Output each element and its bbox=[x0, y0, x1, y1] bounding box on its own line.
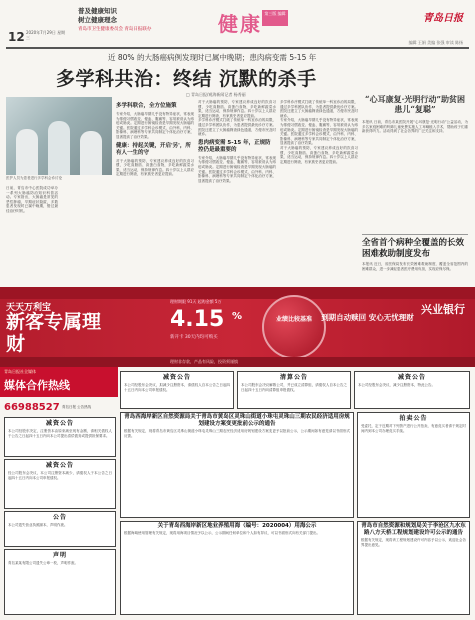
notice-title: 减资公告 bbox=[45, 462, 74, 469]
photo-caption: 医护人员为患者进行多学科会诊讨论 bbox=[6, 176, 62, 180]
media-title: 媒体合作热线 bbox=[4, 379, 70, 392]
media-small: 青岛日报社全媒体 bbox=[4, 369, 36, 374]
notice-box bbox=[354, 371, 470, 409]
ad-emblem-text: 业绩比较基准 bbox=[275, 316, 312, 323]
photo-figure bbox=[48, 121, 70, 175]
right-second-text: 本报讯 近日，省医保局发布长效困难救助制度，覆盖全省范围内的困难群众，进一步减轻患者医疗费用负担，实现应保尽保。 bbox=[362, 262, 468, 271]
lead-column-2 bbox=[198, 100, 276, 183]
ad-disclaimer: 理财非存款，产品有风险，投资须谨慎 bbox=[0, 357, 475, 367]
planning-notice bbox=[120, 412, 354, 518]
notice-box bbox=[4, 459, 116, 509]
notice-box bbox=[237, 371, 351, 409]
ad-product-name: 天天万利宝 bbox=[6, 303, 52, 313]
ad-rate: 4.15 bbox=[170, 307, 225, 332]
article-text: 多学科诊疗模式打破了传统单一科室诊治的局限，通过多学科团队协作，为患者提供最优诊疗方案。医院还建立了大肠癌筛查绿色通道，方便市民及时就诊。 bbox=[280, 100, 358, 118]
ad-stripe bbox=[0, 287, 475, 299]
notice-title: 公告 bbox=[52, 514, 67, 521]
notice-title: 减资公告 bbox=[397, 374, 426, 381]
notice-text: 青岛某某有限公司遗失公章一枚，声明作废。 bbox=[8, 561, 78, 565]
article-text: 对于大肠癌的预防，专家建议养成良好的饮食习惯，少吃高脂肪、高蛋白食物，多吃新鲜蔬菜水果，适当运动，保持规律作息。四十岁以上人群应定期进行筛查，有家族史者更应提前。 bbox=[280, 145, 358, 164]
ad-rate-percent: % bbox=[232, 311, 243, 322]
lead-byline: □ 青岛日报/观海新闻记者 杨秀丽 bbox=[186, 92, 246, 97]
bridge-notice bbox=[357, 521, 470, 615]
notice-title: 声明 bbox=[52, 552, 67, 559]
photo-figure bbox=[80, 131, 102, 175]
notice-text: 根据有关规定，现将青岛市黄岛区灵珠山街道小珠屯灵珠山三期农民经济适用房规划建设方案变更予以批前公示，公示期间如有意见请以书面形式反馈。 bbox=[124, 429, 350, 438]
divider bbox=[362, 234, 468, 235]
editor-line: 编辑 王娟 美编 张强 审读 陈扬 bbox=[408, 40, 463, 45]
right-feature-headline: “心耳康复·光明行动”助贫困患儿“复聪” bbox=[365, 94, 465, 114]
article-text: 专家介绍，大肠癌早期几乎没有特异症状，常表现为排便习惯改变、便血、腹痛等，容易被误认为痔疮或肠炎。定期进行肠镜检查是早期发现大肠癌的关键。医院通过多学科会诊模式，由外科、内科、影像科、病理科等专家共同制定个体化治疗方案，显著提高了治疗效果。 bbox=[198, 155, 276, 183]
hotline-number: 66988527 bbox=[4, 402, 60, 413]
header-slogan bbox=[78, 7, 117, 25]
notice-title: 减资公告 bbox=[162, 374, 191, 381]
lead-intro-text: 日前，青岛市中心医院成功举办一系列大肠癌防治知识科普活动。专家指出，大肠癌是常见的恶性肿瘤，早期症状隐匿，多数患者发现时已属中晚期，错过最佳治疗时机。 bbox=[6, 186, 58, 213]
column-subhead: 健康：持起关键，开启'另'，所有人一生的守 bbox=[116, 142, 191, 156]
hotline-label: 青岛日报 公告热线 bbox=[62, 405, 92, 409]
lead-column-3 bbox=[280, 100, 358, 164]
article-text: 对于大肠癌的预防，专家建议养成良好的饮食习惯，少吃高脂肪、高蛋白食物，多吃新鲜蔬菜水果，适当运动，保持规律作息。四十岁以上人群应定期进行筛查，有家族史者更应提前。 bbox=[116, 158, 194, 177]
notice-box bbox=[4, 417, 116, 457]
right-feature-text: 本报讯 日前，青岛市某医院开展“心耳康复·光明行动”公益活动，为多名家庭困难的听障儿童免费实施人工耳蜗植入手术，帮助孩子们重新获得听力。活动得到了社会各界的广泛关注和支持。 bbox=[362, 120, 468, 134]
page-number: 12 bbox=[8, 30, 25, 44]
bank-advertisement[interactable] bbox=[0, 287, 475, 367]
column-subhead: 患肉病变需 5-15 年，正规防控仍是最重要的 bbox=[198, 139, 271, 153]
notice-text: 受委托，定于近期对下列资产进行公开拍卖，有意竞买者请于规定时间内到本公司办理竞买手续。 bbox=[361, 424, 466, 433]
notice-title: 减资公告 bbox=[45, 420, 74, 427]
ad-terms: 理财期限 91天 起购金额 5万 bbox=[170, 299, 222, 304]
photo-figure bbox=[16, 129, 38, 175]
notice-title: 拍卖公告 bbox=[399, 415, 428, 422]
notice-title: 关于青岛西海岸新区地业养殖用海（编号：2020004）用海公示 bbox=[157, 523, 317, 529]
notice-text: 本公司经股东会决议，减少注册资本，特此公告。 bbox=[358, 383, 435, 387]
ad-headline: 新客专属理财 bbox=[6, 311, 102, 355]
slogan-line-2: 树立健康理念 bbox=[78, 16, 117, 24]
notice-box bbox=[4, 549, 116, 615]
notice-title: 清算公告 bbox=[279, 374, 308, 381]
header-rule bbox=[6, 47, 469, 49]
column-subhead: 多学科联合，全方位施策 bbox=[116, 103, 177, 109]
ad-tagline: 到期自动赎回 安心无忧理财 bbox=[321, 313, 414, 322]
notice-text: 本公司遗失营业执照副本，声明作废。 bbox=[8, 523, 68, 527]
lead-headline: 多学科共治：终结 沉默的杀手 bbox=[56, 68, 317, 90]
notice-text: 经公司股东会决议，本公司注册资本减少，请债权人于本公告之日起四十五日内向本公司申报债权。 bbox=[8, 471, 112, 480]
lead-column-1 bbox=[116, 100, 194, 177]
lead-photo bbox=[6, 97, 112, 175]
article-text: 对于大肠癌的预防，专家建议养成良好的饮食习惯，少吃高脂肪、高蛋白食物，多吃新鲜蔬菜水果，适当运动，保持规律作息。四十岁以上人群应定期进行筛查，有家族史者更应提前。 bbox=[198, 100, 276, 118]
notice-text: 本公司股东会决议解散公司，并已成立清算组，请债权人自本公告之日起四十五日内向清算组申报债权。 bbox=[241, 383, 347, 392]
section-title: 健康 bbox=[218, 12, 262, 36]
newspaper-logo: 青岛日报 bbox=[423, 13, 463, 24]
page-date: 2020年7月29日 星期三 bbox=[26, 30, 66, 40]
ad-offer-note: 新开卡 30天内均可购买 bbox=[170, 335, 218, 340]
notice-title: 青岛市自然资源和规划局关于李沧区九水东路八方天桥工程规划建设许可公示的通告 bbox=[361, 523, 466, 536]
ad-emblem bbox=[262, 295, 326, 359]
section-badge: 第三版 编辑 bbox=[262, 10, 288, 26]
article-text: 多学科诊疗模式打破了传统单一科室诊治的局限，通过多学科团队协作，为患者提供最优诊疗方案。医院还建立了大肠癌筛查绿色通道，方便市民及时就诊。 bbox=[198, 118, 276, 137]
media-hotline-banner bbox=[0, 367, 118, 397]
notice-box bbox=[120, 371, 234, 409]
notice-box bbox=[4, 511, 116, 547]
header-sponsor: 青岛市卫生健康委员会 青岛日报联办 bbox=[78, 27, 152, 32]
notice-text: 本公司经股东会决议，拟减少注册资本，请债权人自本公告之日起四十五日内向本公司申报债权。 bbox=[124, 383, 230, 392]
auction-notice bbox=[357, 412, 470, 518]
sea-use-notice bbox=[120, 521, 354, 615]
notice-title: 青岛西海岸新区自然资源局关于青岛市黄岛区灵珠山街道小珠屯灵珠山三期农民经济适用房规划建设方案变更批前公示的通告 bbox=[124, 414, 350, 427]
slogan-line-1: 普及健康知识 bbox=[78, 7, 117, 15]
article-text: 专家介绍，大肠癌早期几乎没有特异症状，常表现为排便习惯改变、便血、腹痛等，容易被误认为痔疮或肠炎。定期进行肠镜检查是早期发现大肠癌的关键。医院通过多学科会诊模式，由外科、内科、影像科、病理科等专家共同制定个体化治疗方案，显著提高了治疗效果。 bbox=[116, 112, 194, 139]
right-second-headline: 全省首个病种全覆盖的长效困难救助制度发布 bbox=[362, 238, 465, 259]
article-text: 专家介绍，大肠癌早期几乎没有特异症状，常表现为排便习惯改变、便血、腹痛等，容易被误认为痔疮或肠炎。定期进行肠镜检查是早期发现大肠癌的关键。医院通过多学科会诊模式，由外科、内科、影像科、病理科等专家共同制定个体化治疗方案，显著提高了治疗效果。 bbox=[280, 118, 358, 146]
lead-subtitle: 近 80% 的大肠癌病例发现时已属中晚期；患肉病变需 5-15 年 bbox=[108, 53, 317, 62]
notice-text: 根据有关规定，现将该工程规划建设许可内容予以公示，欢迎社会各界提出意见。 bbox=[361, 538, 466, 547]
bank-logo: 兴业银行 bbox=[421, 303, 465, 316]
notice-text: 本公司经股东决定，注册资本由原来减至现有金额，请相关债权人于公告之日起四十五日内向本公司提出清偿债务或提供担保要求。 bbox=[8, 429, 112, 438]
page-header bbox=[0, 0, 475, 46]
notice-text: 根据海域使用管理有关规定，现将用海项目情况予以公示，公示期间任何单位和个人如有异议，可以书面形式向有关部门提出。 bbox=[124, 531, 320, 535]
